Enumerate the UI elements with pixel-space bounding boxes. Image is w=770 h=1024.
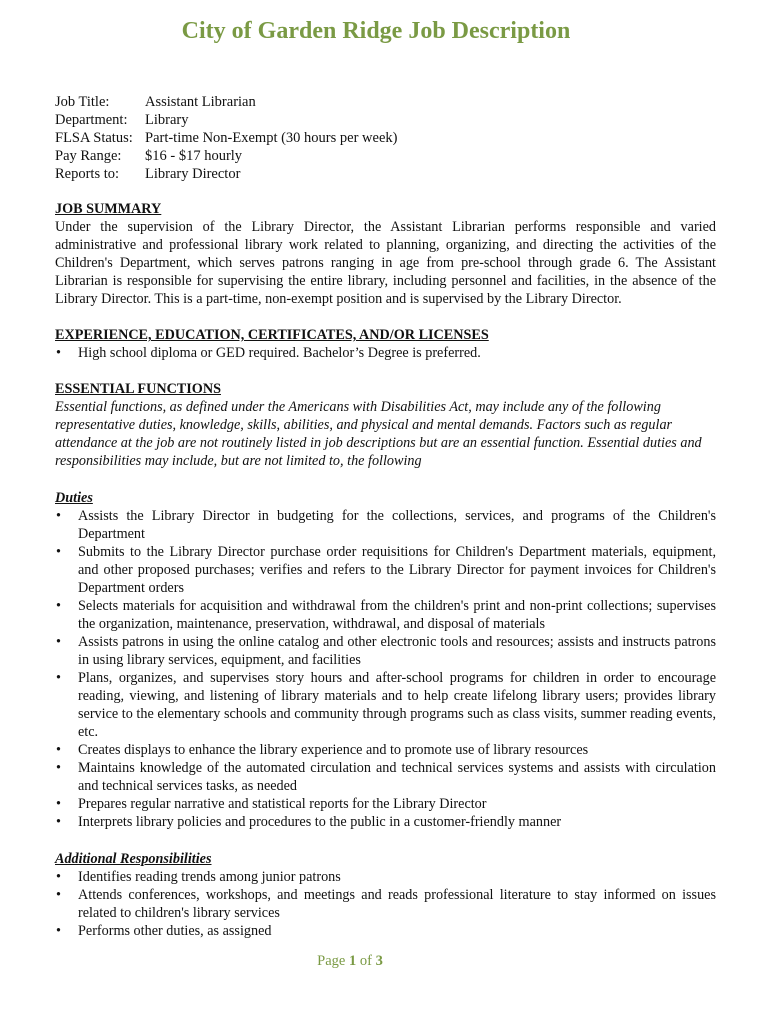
total-pages-number: 3 bbox=[375, 953, 383, 969]
list-item-text: High school diploma or GED required. Bachelor’s Degree is preferred. bbox=[78, 345, 481, 361]
job-info-row-flsa bbox=[55, 129, 397, 147]
list-item-text: Interprets library policies and procedures to the public in a customer-friendly manner bbox=[78, 814, 562, 830]
list-item bbox=[55, 795, 716, 813]
duties-heading: Duties bbox=[55, 490, 93, 506]
job-title-label: Job Title: bbox=[55, 94, 110, 110]
list-item bbox=[55, 507, 716, 543]
reports-to-label: Reports to: bbox=[55, 166, 120, 182]
bullet-icon: • bbox=[56, 544, 61, 560]
list-item-text: Plans, organizes, and supervises story hours and after-school programs for children in order to encourage reading, viewing, and listening of library materials and to help create lifelong library users; provides library service to the elementary schools and community through programs such as class visits, summer reading events, etc. bbox=[78, 670, 716, 740]
bullet-icon: • bbox=[56, 742, 61, 758]
job-info-row-pay bbox=[55, 147, 397, 165]
list-item bbox=[55, 813, 716, 831]
department-label: Department: bbox=[55, 112, 128, 128]
list-item bbox=[55, 543, 716, 597]
list-item bbox=[55, 759, 716, 795]
bullet-icon: • bbox=[56, 887, 61, 903]
document-body bbox=[55, 200, 716, 940]
job-title-value: Assistant Librarian bbox=[145, 94, 256, 110]
list-item-text: Prepares regular narrative and statistical reports for the Library Director bbox=[78, 796, 487, 812]
bullet-icon: • bbox=[56, 760, 61, 776]
page-number-footer bbox=[0, 953, 700, 970]
list-item-text: Identifies reading trends among junior patrons bbox=[78, 869, 341, 885]
essential-functions-heading: ESSENTIAL FUNCTIONS bbox=[55, 381, 221, 397]
reports-to-value: Library Director bbox=[145, 166, 241, 182]
job-info-table bbox=[55, 93, 397, 183]
job-info-row-title bbox=[55, 93, 397, 111]
list-item-text: Maintains knowledge of the automated circulation and technical services systems and assists with circulation and technical services tasks, as needed bbox=[78, 760, 716, 794]
experience-list bbox=[55, 344, 716, 362]
list-item bbox=[55, 344, 716, 362]
additional-responsibilities-heading: Additional Responsibilities bbox=[55, 851, 212, 867]
job-info-row-reports bbox=[55, 165, 397, 183]
flsa-status-value: Part-time Non-Exempt (30 hours per week) bbox=[145, 130, 398, 146]
list-item-text: Creates displays to enhance the library experience and to promote use of library resources bbox=[78, 742, 589, 758]
bullet-icon: • bbox=[56, 814, 61, 830]
list-item-text: Assists patrons in using the online catalog and other electronic tools and resources; assists and instructs patrons in using library services, equipment, and facilities bbox=[78, 634, 716, 668]
pay-range-label: Pay Range: bbox=[55, 148, 122, 164]
list-item-text: Selects materials for acquisition and withdrawal from the children's print and non-print collections; supervises the organization, maintenance, preservation, withdrawal, and disposal of materials bbox=[78, 598, 716, 632]
list-item bbox=[55, 633, 716, 669]
list-item bbox=[55, 922, 716, 940]
document-title: City of Garden Ridge Job Description bbox=[181, 18, 571, 44]
pay-range-value: $16 - $17 hourly bbox=[145, 148, 243, 164]
bullet-icon: • bbox=[56, 869, 61, 885]
list-item-text: Attends conferences, workshops, and meetings and reads professional literature to stay informed on issues related to children's library services bbox=[78, 887, 716, 921]
duties-list bbox=[55, 507, 716, 831]
page-word: Page bbox=[317, 953, 346, 969]
bullet-icon: • bbox=[56, 923, 61, 939]
list-item-text: Assists the Library Director in budgeting for the collections, services, and programs of the Children's Department bbox=[78, 508, 716, 542]
list-item bbox=[55, 886, 716, 922]
bullet-icon: • bbox=[56, 598, 61, 614]
list-item bbox=[55, 741, 716, 759]
bullet-icon: • bbox=[56, 634, 61, 650]
bullet-icon: • bbox=[56, 508, 61, 524]
bullet-icon: • bbox=[56, 670, 61, 686]
additional-responsibilities-list bbox=[55, 868, 716, 940]
job-summary-heading: JOB SUMMARY bbox=[55, 201, 162, 217]
list-item-text: Performs other duties, as assigned bbox=[78, 923, 272, 939]
bullet-icon: • bbox=[56, 796, 61, 812]
current-page-number: 1 bbox=[348, 953, 357, 969]
list-item bbox=[55, 597, 716, 633]
flsa-status-label: FLSA Status: bbox=[55, 130, 133, 146]
bullet-icon: • bbox=[56, 345, 61, 361]
list-item bbox=[55, 868, 716, 886]
job-summary-text: Under the supervision of the Library Director, the Assistant Librarian performs responsible and varied administrative and professional library work related to planning, organizing, and directing the activities of the Children's Department, which serves patrons ranging in age from pre-school through grade 6. The Assistant Librarian is responsible for supervising the entire library, including personnel and facilities, in the absence of the Library Director. This is a part-time, non-exempt position and is supervised by the Library Director. bbox=[55, 219, 716, 307]
of-word: of bbox=[359, 953, 372, 969]
department-value: Library bbox=[145, 112, 189, 128]
list-item bbox=[55, 669, 716, 741]
list-item-text: Submits to the Library Director purchase order requisitions for Children's Department materials, equipment, and other proposed purchases; verifies and refers to the Library Director for payment invoices for Children's Department orders bbox=[78, 544, 716, 596]
essential-functions-intro: Essential functions, as defined under the Americans with Disabilities Act, may include any of the following representative duties, knowledge, skills, abilities, and physical and mental demands. Factors such as regular attendance at the job are not routinely listed in job descriptions but are an essential function. Essential duties and responsibilities may include, but are not limited to, the following bbox=[55, 399, 702, 469]
job-info-row-department bbox=[55, 111, 397, 129]
experience-heading: EXPERIENCE, EDUCATION, CERTIFICATES, AND/OR LICENSES bbox=[55, 327, 489, 343]
